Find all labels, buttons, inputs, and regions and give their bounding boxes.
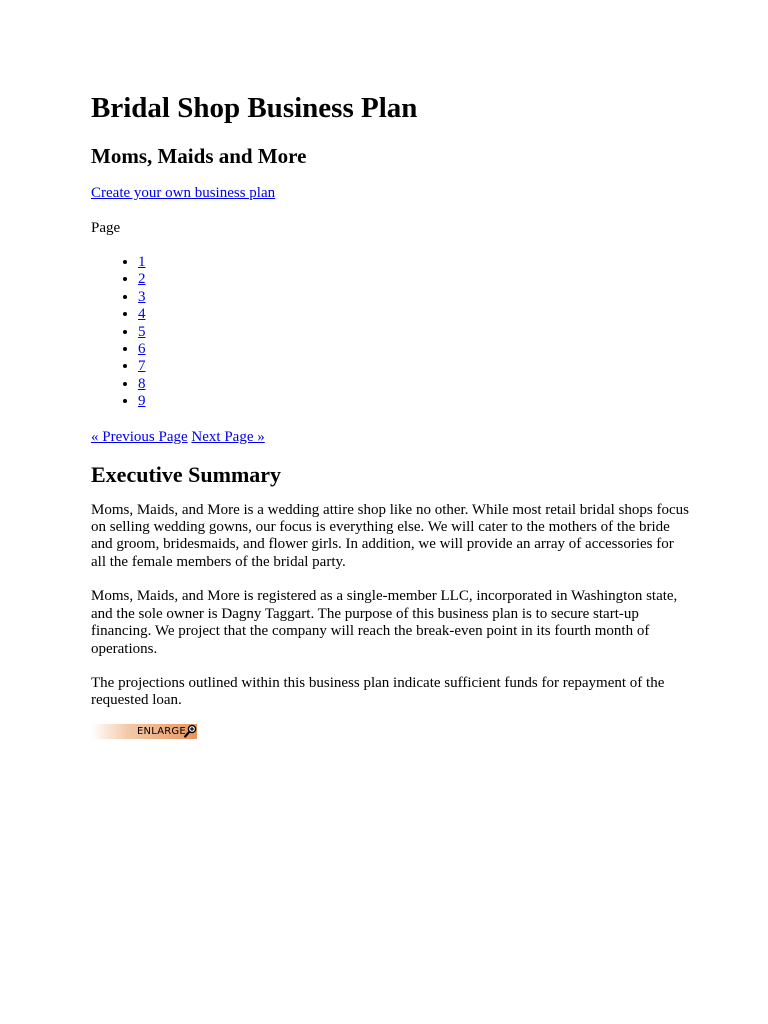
document-page xyxy=(91,88,691,739)
page-link-5[interactable]: 5 xyxy=(138,323,146,340)
magnifier-plus-icon xyxy=(184,724,197,738)
next-page-link[interactable]: Next Page » xyxy=(191,428,265,445)
page-list xyxy=(91,254,691,411)
page-link-2[interactable]: 2 xyxy=(138,271,146,288)
section-title: Executive Summary xyxy=(91,461,282,487)
list-item xyxy=(138,341,691,358)
list-item xyxy=(138,289,691,306)
enlarge-button[interactable] xyxy=(91,724,197,739)
paragraph: Moms, Maids, and More is registered as a single-member LLC, incorporated in Washington state, and the sole owner is Dagny Taggart. The purpose of this business plan is to secure start-up financing. We project that the company will reach the break-even point in its fourth month of operations. xyxy=(91,588,678,657)
list-item xyxy=(138,393,691,410)
page-label: Page xyxy=(91,220,121,236)
list-item xyxy=(138,254,691,271)
page-link-4[interactable]: 4 xyxy=(138,306,146,323)
page-link-9[interactable]: 9 xyxy=(138,393,146,410)
page-subtitle: Moms, Maids and More xyxy=(91,144,307,168)
list-item xyxy=(138,271,691,288)
page-link-7[interactable]: 7 xyxy=(138,358,146,375)
page-title: Bridal Shop Business Plan xyxy=(91,92,418,124)
list-item xyxy=(138,306,691,323)
create-business-plan-link[interactable]: Create your own business plan xyxy=(91,185,276,201)
page-link-1[interactable]: 1 xyxy=(138,254,146,270)
list-item xyxy=(138,358,691,375)
page-link-6[interactable]: 6 xyxy=(138,341,146,358)
paragraph: The projections outlined within this business plan indicate sufficient funds for repayment of the requested loan. xyxy=(91,674,665,709)
page-link-8[interactable]: 8 xyxy=(138,375,146,392)
list-item xyxy=(138,324,691,341)
list-item xyxy=(138,376,691,393)
enlarge-label: ENLARGE xyxy=(137,725,186,737)
previous-page-link[interactable]: « Previous Page xyxy=(91,428,188,445)
pager xyxy=(91,428,691,446)
page-link-3[interactable]: 3 xyxy=(138,288,146,305)
paragraph: Moms, Maids, and More is a wedding attire shop like no other. While most retail bridal shops focus on selling wedding gowns, our focus is everything else. We will cater to the mothers of the bride and groom, bridesmaids, and flower girls. In addition, we will provide an array of accessories for all the female members of the bridal party. xyxy=(91,501,689,570)
